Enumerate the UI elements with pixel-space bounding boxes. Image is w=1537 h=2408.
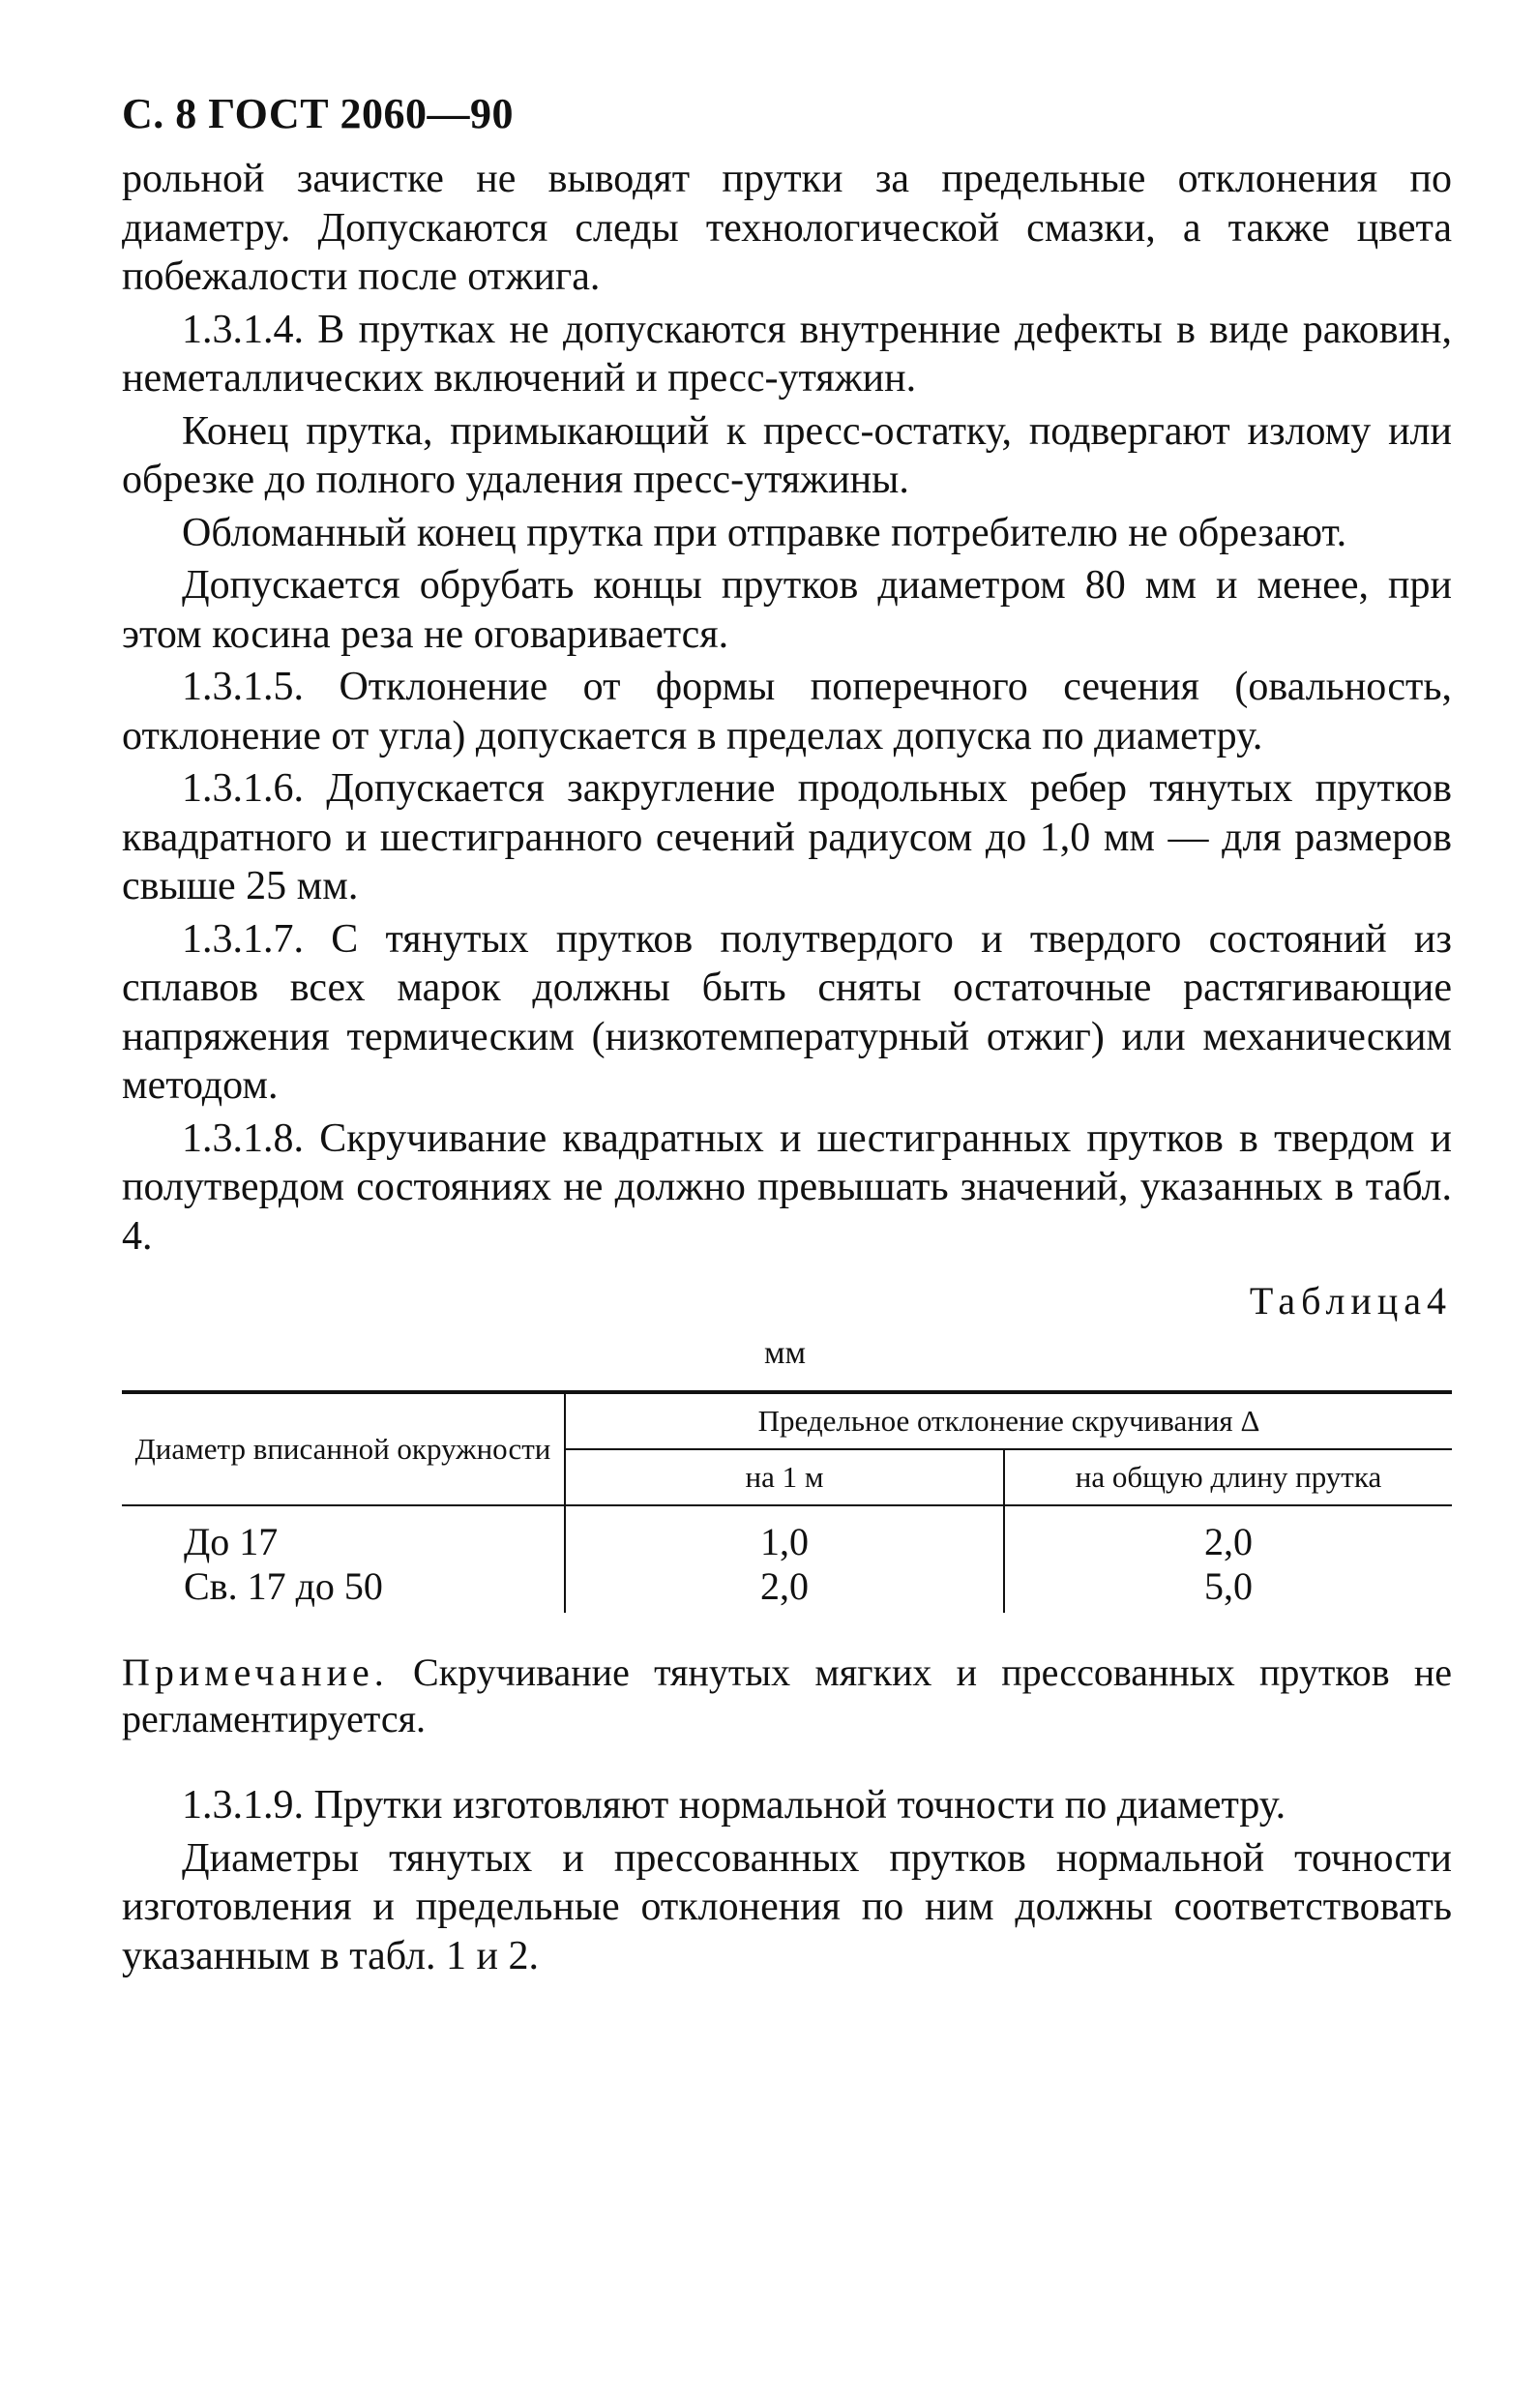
header-diameter: Диаметр вписанной окружности (122, 1392, 565, 1505)
paragraph-1-3-1-6: 1.3.1.6. Допускается закругление продольных ребер тянутых прутков квадратного и шестигранного сечений радиусом до 1,0 мм — для размеров свыше 25 мм. (122, 766, 1452, 908)
paragraph-1-3-1-9: 1.3.1.9. Прутки изготовляют нормальной точности по диаметру. (182, 1783, 1286, 1828)
paragraph-1-3-1-8: 1.3.1.8. Скручивание квадратных и шестигранных прутков в твердом и полутвердом состояниях не должно превышать значений, указанных в табл. 4. (122, 1115, 1452, 1259)
header-total-length: на общую длину прутка (1004, 1449, 1452, 1505)
cell-per-meter: 1,0 (565, 1505, 1004, 1564)
table-row (122, 1564, 1452, 1613)
paragraph-1-3-1-4: 1.3.1.4. В прутках не допускаются внутренние дефекты в виде раковин, неметаллических включений и пресс-утяжин. (122, 307, 1452, 401)
paragraph-1-3-1-7: 1.3.1.7. С тянутых прутков полутвердого и твердого состояний из сплавов всех марок должны быть сняты остаточные растягивающие напряжения термическим (низкотемпературный отжиг) или механическим методом. (122, 916, 1452, 1108)
note-lead: Примечание. (122, 1650, 389, 1694)
cell-diameter: До 17 (122, 1505, 565, 1564)
header-per-meter: на 1 м (565, 1449, 1004, 1505)
paragraph-press-end: Конец прутка, примыкающий к пресс-остатку, подвергают излому или обрезке до полного удаления пресс-утяжины. (122, 408, 1452, 502)
table-row (122, 1505, 1452, 1564)
page-header: С. 8 ГОСТ 2060—90 (122, 90, 515, 137)
note-text: Скручивание тянутых мягких и прессованных прутков не регламентируется. (122, 1650, 1452, 1740)
paragraph-chop-ends: Допускается обрубать концы прутков диаметром 80 мм и менее, при этом косина реза не оговаривается. (122, 563, 1452, 657)
paragraph-broken-end: Обломанный конец прутка при отправке потребителю не обрезают. (182, 510, 1347, 555)
table-note (122, 1650, 1452, 1742)
document-page (122, 85, 1452, 1980)
paragraph-continuation: рольной зачистке не выводят прутки за предельные отклонения по диаметру. Допускаются следы технологической смазки, а также цвета побежалости после отжига. (122, 157, 1452, 299)
table-caption: Таблица4 (1249, 1279, 1452, 1323)
paragraph-1-3-1-5: 1.3.1.5. Отклонение от формы поперечного сечения (овальность, отклонение от угла) допускается в пределах допуска по диаметру. (122, 665, 1452, 758)
cell-diameter: Св. 17 до 50 (122, 1564, 565, 1613)
header-twist-deviation: Предельное отклонение скручивания Δ (565, 1392, 1452, 1449)
cell-total: 5,0 (1204, 1564, 1253, 1608)
paragraph-diameters: Диаметры тянутых и прессованных прутков нормальной точности изготовления и предельные отклонения по ним должны соответствовать указанным в табл. 1 и 2. (122, 1835, 1452, 1978)
twist-tolerance-table (122, 1390, 1452, 1613)
cell-total: 2,0 (1204, 1520, 1253, 1563)
cell-per-meter: 2,0 (565, 1564, 1004, 1613)
table-units: мм (764, 1335, 807, 1371)
